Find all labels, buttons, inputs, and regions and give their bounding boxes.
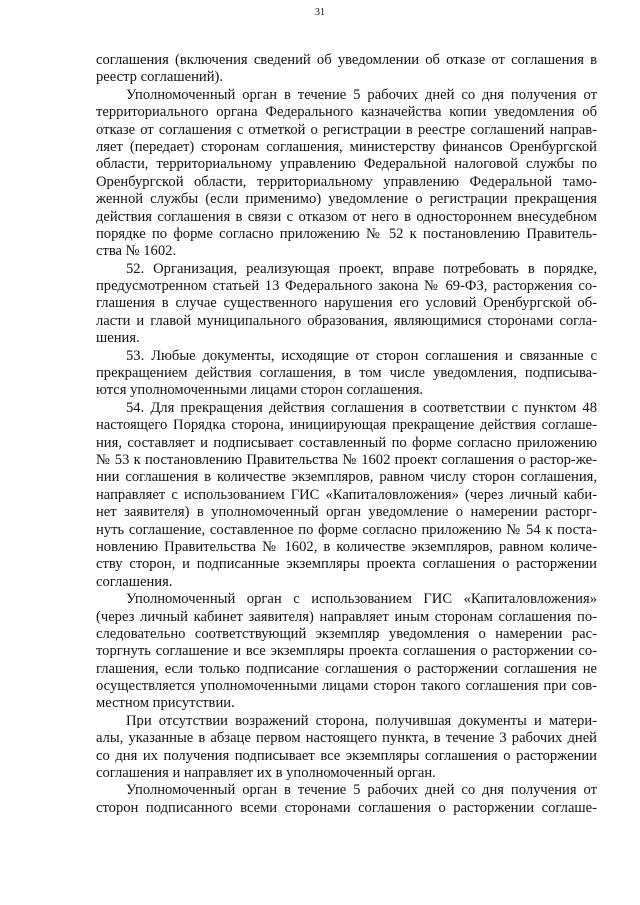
paragraph <box>96 261 597 348</box>
text-line: 54. Для прекращения действия соглашения в соответствии с пунктом 48 <box>126 399 597 416</box>
text-line: территориального органа Федерального казначейства копии уведомления об <box>96 104 597 121</box>
text-line: ласти и главой муниципального образования, являющимися сторонами согла- <box>96 312 597 329</box>
paragraph <box>96 87 597 261</box>
text-line: осуществляется уполномоченными лицами сторон такого соглашения при сов- <box>96 678 597 695</box>
text-line: нии соглашения в количестве экземпляров, равном числу сторон соглашения, <box>96 469 597 486</box>
text-line: нуть соглашение, составленное по форме согласно приложению № 54 к поста- <box>96 521 597 538</box>
text-line: № 53 к постановлению Правительства № 1602 проект соглашения о растор-же- <box>96 451 597 468</box>
text-line: 52. Организация, реализующая проект, вправе потребовать в порядке, <box>126 260 597 277</box>
text-line: женной службы (если применимо) уведомление о регистрации прекращения <box>96 191 597 208</box>
text-line: новлению Правительства № 1602, в количестве экземпляров, равном количе- <box>96 538 597 555</box>
text-line: реестр соглашений). <box>96 69 224 86</box>
text-line: глашения, если только подписание соглашения о расторжении соглашения не <box>96 660 597 677</box>
paragraph <box>96 782 597 817</box>
paragraph <box>96 52 597 87</box>
text-line: соглашения и направляет их в уполномоченный орган. <box>96 765 436 782</box>
text-line: порядке по форме согласно приложению № 52 к постановлению Правитель- <box>96 225 597 242</box>
paragraph <box>96 400 597 591</box>
text-line: глашения в случае существенного нарушения его условий Оренбургской об- <box>96 295 597 312</box>
text-line: предусмотренном статьей 13 Федерального закона № 69-ФЗ, расторжения со- <box>96 278 597 295</box>
text-line: действия соглашения в связи с отказом от него в одностороннем внесудебном <box>96 208 597 225</box>
paragraph <box>96 348 597 400</box>
text-line: ляет (передает) сторонам соглашения, министерству финансов Оренбургской <box>96 138 597 155</box>
page-number: 31 <box>315 7 325 18</box>
paragraph <box>96 591 597 713</box>
text-line: ются уполномоченными лицами сторон соглашения. <box>96 382 424 399</box>
text-line: соглашения (включения сведений об уведомлении об отказе от соглашения в <box>96 52 597 68</box>
text-line: Уполномоченный орган в течение 5 рабочих дней со дня получения от <box>126 782 597 799</box>
text-line: При отсутствии возражений сторона, получившая документы и матери- <box>126 712 597 729</box>
text-line: сторон подписанного всеми сторонами соглашения о расторжении соглаше- <box>96 799 597 816</box>
text-line: области, территориальному управлению Федеральной налоговой службы по <box>96 156 597 173</box>
text-line: направляет с использованием ГИС «Капиталовложения» (через личный каби- <box>96 486 597 503</box>
text-line: ства № 1602. <box>96 243 177 260</box>
text-line: торгнуть соглашение и все экземпляры проекта соглашения о расторжении со- <box>96 643 597 660</box>
text-line: местном присутствии. <box>96 695 235 712</box>
paragraph <box>96 713 597 783</box>
text-line: со дня их получения подписывает все экземпляры соглашения о расторжении <box>96 747 597 764</box>
text-line: Уполномоченный орган с использованием ГИС «Капиталовложения» <box>126 591 597 608</box>
text-line: настоящего Порядка сторона, инициирующая прекращение действия соглаше- <box>96 417 597 434</box>
text-line: ния, составляет и подписывает составленный по форме согласно приложению <box>96 434 597 451</box>
text-line: шения. <box>96 330 140 347</box>
text-line: нет заявителя) в уполномоченный орган уведомление о намерении расторг- <box>96 504 597 521</box>
text-line: ству сторон, и подписанные экземпляры проекта соглашения о расторжении <box>96 556 597 573</box>
text-line: прекращением действия соглашения, в том числе уведомления, подписыва- <box>96 365 597 382</box>
text-line: соглашения. <box>96 573 173 590</box>
text-line: Уполномоченный орган в течение 5 рабочих дней со дня получения от <box>126 86 597 103</box>
text-line: (через личный кабинет заявителя) направляет иным сторонам соглашения по- <box>96 608 597 625</box>
text-line: алы, указанные в абзаце первом настоящего пункта, в течение 3 рабочих дней <box>96 730 597 747</box>
text-line: Оренбургской области, территориальному управлению Федеральной тамо- <box>96 173 597 190</box>
document-body <box>96 52 597 817</box>
text-line: отказе от соглашения с отметкой о регистрации в реестре соглашений направ- <box>96 121 597 138</box>
text-line: следовательно соответствующий экземпляр уведомления о намерении рас- <box>96 625 597 642</box>
text-line: 53. Любые документы, исходящие от сторон соглашения и связанные с <box>126 347 597 364</box>
